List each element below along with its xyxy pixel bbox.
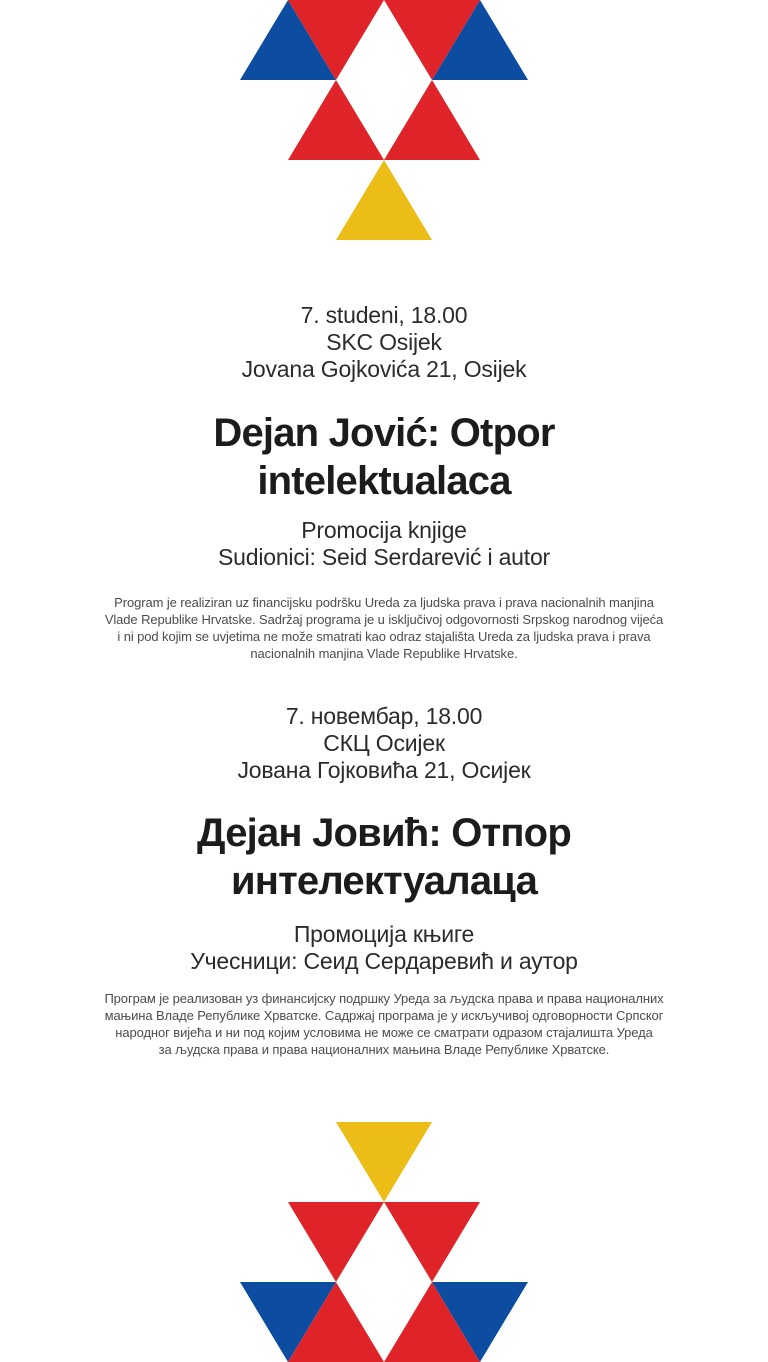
event-title-latin-line1: Dejan Jović: Otpor (213, 411, 555, 455)
event-date-latin: 7. studeni, 18.00 (300, 302, 468, 328)
disclaimer-latin-line2: Vlade Republike Hrvatske. Sadržaj programa je u isključivoj odgovornosti Srpskog narodnog vijeća (104, 612, 664, 627)
event-subtitle-latin (0, 517, 768, 571)
funding-disclaimer-latin (0, 594, 768, 662)
disclaimer-cyrillic-line3: народног вијећа и ни под којим условима не може се сматрати одразом стајалишта Уреда (115, 1025, 653, 1040)
disclaimer-cyrillic-line4: за људска права и права националних мањина Владе Републике Хрватске. (158, 1042, 610, 1057)
venue-name-latin: SKC Osijek (326, 329, 442, 355)
disclaimer-latin-line3: i ni pod kojim se uvjetima ne može smatrati kao odraz stajališta Ureda za ljudska prava i prava (117, 629, 651, 644)
venue-address-cyrillic: Јована Гојковића 21, Осијек (237, 757, 531, 783)
disclaimer-cyrillic-line2: мањина Владе Републике Хрватске. Садржај програма је у искључивој одговорности Српског (104, 1008, 664, 1023)
triangle-mosaic-logo-top (240, 0, 528, 240)
promo-line-latin: Promocija knjige (301, 517, 467, 543)
participants-line-latin: Sudionici: Seid Serdarević i autor (218, 544, 550, 570)
event-date-cyrillic: 7. новембар, 18.00 (285, 703, 483, 729)
event-subtitle-cyrillic (0, 921, 768, 975)
participants-line-cyrillic: Учесници: Сеид Сердаревић и аутор (190, 948, 578, 974)
event-title-latin (0, 409, 768, 505)
venue-name-cyrillic: СКЦ Осијек (323, 730, 445, 756)
funding-disclaimer-cyrillic (0, 990, 768, 1058)
event-title-cyrillic-line1: Дејан Јовић: Отпор (197, 811, 571, 855)
event-meta-latin (0, 302, 768, 383)
event-title-cyrillic-line2: интелектуалаца (230, 859, 538, 903)
disclaimer-cyrillic-line1: Програм је реализован уз финансијску подршку Уреда за људска права и права националних (104, 991, 664, 1006)
venue-address-latin: Jovana Gojkovića 21, Osijek (241, 356, 527, 382)
disclaimer-latin-line1: Program je realiziran uz financijsku podršku Ureda za ljudska prava i prava nacionalnih manjina (114, 595, 654, 610)
disclaimer-latin-line4: nacionalnih manjina Vlade Republike Hrvatske. (250, 646, 518, 661)
event-title-latin-line2: intelektualaca (257, 459, 511, 503)
promo-line-cyrillic: Промоција књиге (293, 921, 475, 947)
event-meta-cyrillic (0, 703, 768, 784)
triangle-mosaic-logo-bottom (240, 1122, 528, 1362)
event-title-cyrillic (0, 809, 768, 905)
